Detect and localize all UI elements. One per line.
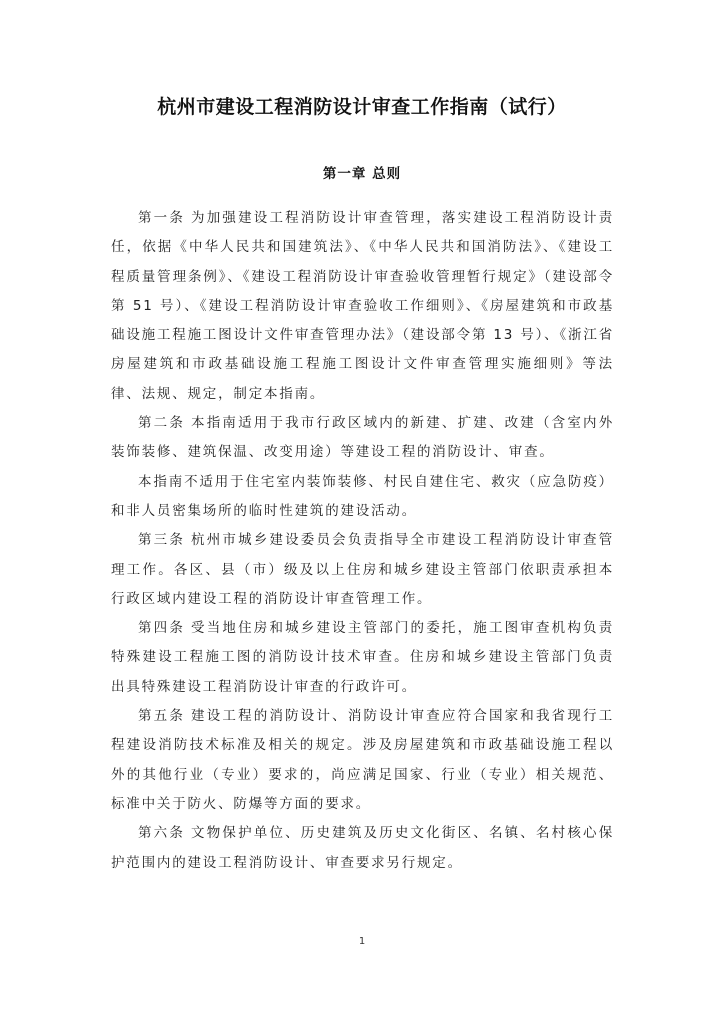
article-6-paragraph <box>111 819 614 878</box>
article-label: 第三条 <box>138 532 186 549</box>
article-4-paragraph <box>111 614 614 702</box>
article-label: 第四条 <box>138 620 186 637</box>
chapter-heading: 第一章 总则 <box>322 166 402 182</box>
article-text: 本指南适用于我市行政区域内的新建、扩建、改建（含室内外装饰装修、建筑保温、改变用途）等建设工程的消防设计、审查。 <box>111 415 614 461</box>
page-number: 1 <box>358 936 366 947</box>
article-text: 受当地住房和城乡建设主管部门的委托，施工图审查机构负责特殊建设工程施工图的消防设计技术审查。住房和城乡建设主管部门负责出具特殊建设工程消防设计审查的行政许可。 <box>111 620 614 695</box>
document-title: 杭州市建设工程消防设计审查工作指南（试行） <box>157 96 567 118</box>
article-text: 本指南不适用于住宅室内装饰装修、村民自建住宅、救灾（应急防疫）和非人员密集场所的临时性建筑的建设活动。 <box>111 473 614 519</box>
article-text: 杭州市城乡建设委员会负责指导全市建设工程消防设计审查管理工作。各区、县（市）级及以上住房和城乡建设主管部门依职责承担本行政区域内建设工程的消防设计审查管理工作。 <box>111 532 614 607</box>
article-text: 建设工程的消防设计、消防设计审查应符合国家和我省现行工程建设消防技术标准及相关的规定。涉及房屋建筑和市政基础设施工程以外的其他行业（专业）要求的，尚应满足国家、行业（专业）相关规范、标准中关于防火、防爆等方面的要求。 <box>111 708 614 812</box>
article-text: 为加强建设工程消防设计审查管理，落实建设工程消防设计责任，依据《中华人民共和国建筑法》、《中华人民共和国消防法》、《建设工程质量管理条例》、《建设工程消防设计审查验收管理暂行规定》（建设部令第 51 号）、《建设工程消防设计审查验收工作细则》、《房屋建筑和市政基础设施工程施工图设计文件审查管理办法》（建设部令第 13 号）、《浙江省房屋建筑和市政基础设施工程施工图设计文件审查管理实施细则》等法律、法规、规定，制定本指南。 <box>111 210 614 402</box>
article-label: 第六条 <box>138 825 186 842</box>
article-label: 第五条 <box>138 708 186 725</box>
article-label: 第一条 <box>138 210 186 226</box>
article-1-paragraph <box>111 204 614 409</box>
article-5-paragraph <box>111 702 614 819</box>
document-body <box>111 204 614 878</box>
article-2-paragraph <box>111 409 614 468</box>
article-3-paragraph <box>111 526 614 614</box>
article-text: 文物保护单位、历史建筑及历史文化街区、名镇、名村核心保护范围内的建设工程消防设计、审查要求另行规定。 <box>111 825 614 871</box>
article-2-continuation-paragraph <box>111 468 614 527</box>
article-label: 第二条 <box>138 415 186 432</box>
